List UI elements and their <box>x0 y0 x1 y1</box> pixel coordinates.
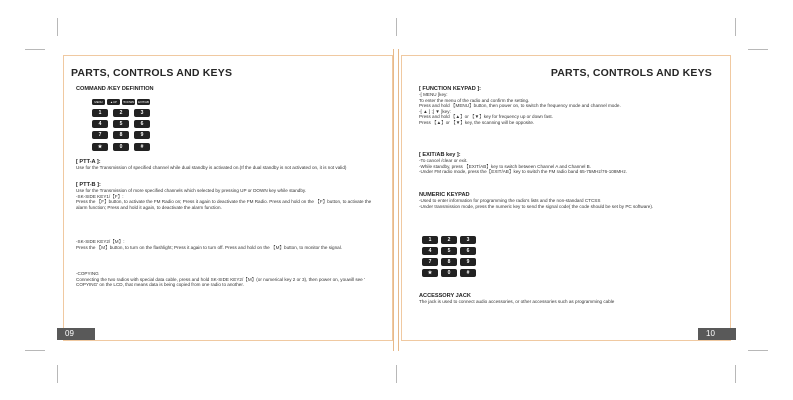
crop-mark <box>25 350 45 351</box>
keypad-key: ★ <box>422 269 438 277</box>
keypad-key: 6 <box>134 120 150 128</box>
copying-section: -COPYING Connecting the two radios with special data cable, press and hold SK-SIDE KEY2/【M】(or numerical key 2 or 3), then power on, youwill see ' COPYING' on the LCD, that means data is being copied from one radio to another. <box>76 271 365 288</box>
exit-ab-section: [ EXIT/AB key ]: -To cancel /clear or exit. -While standby, press 【EXIT/AB】key to switch between Channel A and Channel B. -Under FM radio mode, press the【EXIT/AB】key to switch the FM radio band 65-75MHz/76-108MHz. <box>419 152 628 175</box>
crop-mark <box>57 365 58 383</box>
function-keypad-section: [ FUNCTION KEYPAD ]: -[ MENU ]key: To enter the menu of the radio and confirm the setting. Press and hold 【MENU】button, then power on, to switch the frequency mode and channel mode. -[ ▲ ] ;[ ▼ ]key: Press and hold 【▲】or 【▼】key for frequency up or down fast. Press 【▲】or 【▼】key, the scanning will be opposite. <box>419 86 621 125</box>
keypad-key: # <box>460 269 476 277</box>
left-page <box>57 49 394 351</box>
ptt-b-section: [ PTT-B ]: Use for the Transmission of more specified channels which selected by pressing UP or DOWN key while standby. -SK-SIDE KEY1/【F】: Press the 【F】button, to activate the FM Radio on; Press it again to deactivate the FM Radio. Press and hold on the 【F】button, to activate the alarm function; Press and hold it again, to deactivate the alarm function. <box>76 182 372 210</box>
page-number: 10 <box>698 328 736 340</box>
crop-mark <box>396 18 397 36</box>
keypad-key: 0 <box>441 269 457 277</box>
crop-mark <box>735 365 736 383</box>
crop-mark <box>396 365 397 383</box>
keypad-key: 7 <box>92 131 108 139</box>
numeric-keypad-section: NUMERIC KEYPAD -Used to enter information for programming the radio's lists and the non-standard CTCSS -Under transmission mode, press the numeric key to send the signal code( the code should be set by PC software). <box>419 192 654 209</box>
keypad-key: # <box>134 143 150 151</box>
crop-mark <box>57 18 58 36</box>
right-page <box>398 49 736 351</box>
keypad-key: 4 <box>92 120 108 128</box>
keypad-key: 8 <box>113 131 129 139</box>
keypad-key: 0 <box>113 143 129 151</box>
keypad-key: 3 <box>134 109 150 117</box>
keypad-key: 9 <box>460 258 476 266</box>
keypad-key: 5 <box>441 247 457 255</box>
crop-mark <box>748 350 768 351</box>
keypad-key: 2 <box>113 109 129 117</box>
keypad-key: 5 <box>113 120 129 128</box>
keypad-key: 8 <box>441 258 457 266</box>
keypad-key: 9 <box>134 131 150 139</box>
keypad-key: 1 <box>422 236 438 244</box>
accessory-jack-section: ACCESSORY JACK The jack is used to connect audio accessories, or other accessories such as programming cable <box>419 293 615 304</box>
keypad-key: 2 <box>441 236 457 244</box>
crop-mark <box>25 49 45 50</box>
function-key-menu: MENU <box>92 99 105 105</box>
keypad-key: 3 <box>460 236 476 244</box>
crop-mark <box>748 49 768 50</box>
function-key-down: ▼DOWN <box>122 100 135 104</box>
crop-mark <box>735 18 736 36</box>
keypad-key: 6 <box>460 247 476 255</box>
keypad-key: 4 <box>422 247 438 255</box>
keypad-key: ★ <box>92 143 108 151</box>
ptt-a-section: [ PTT-A ]: Use for the Transmission of specified channel while dual standby is activated on.(If the dual standby is not activated on, it is not valid) <box>76 159 347 170</box>
section-subtitle: COMMAND /KEY DEFINITION <box>76 86 154 92</box>
keypad-key: 7 <box>422 258 438 266</box>
function-key-up: ▲UP <box>107 99 120 105</box>
page-title: PARTS, CONTROLS AND KEYS <box>71 67 233 79</box>
sk-key2-section: -SK-SIDE KEY2/【M】: Press the 【M】button, to turn on the flashlight; Press it again to turn off. Press and hold on the 【M】button, to monitor the signal. <box>76 239 342 250</box>
page-title: PARTS, CONTROLS AND KEYS <box>550 67 712 79</box>
function-key-exit: EXIT/AB <box>138 100 149 104</box>
page-number: 09 <box>57 328 95 340</box>
keypad-key: 1 <box>92 109 108 117</box>
